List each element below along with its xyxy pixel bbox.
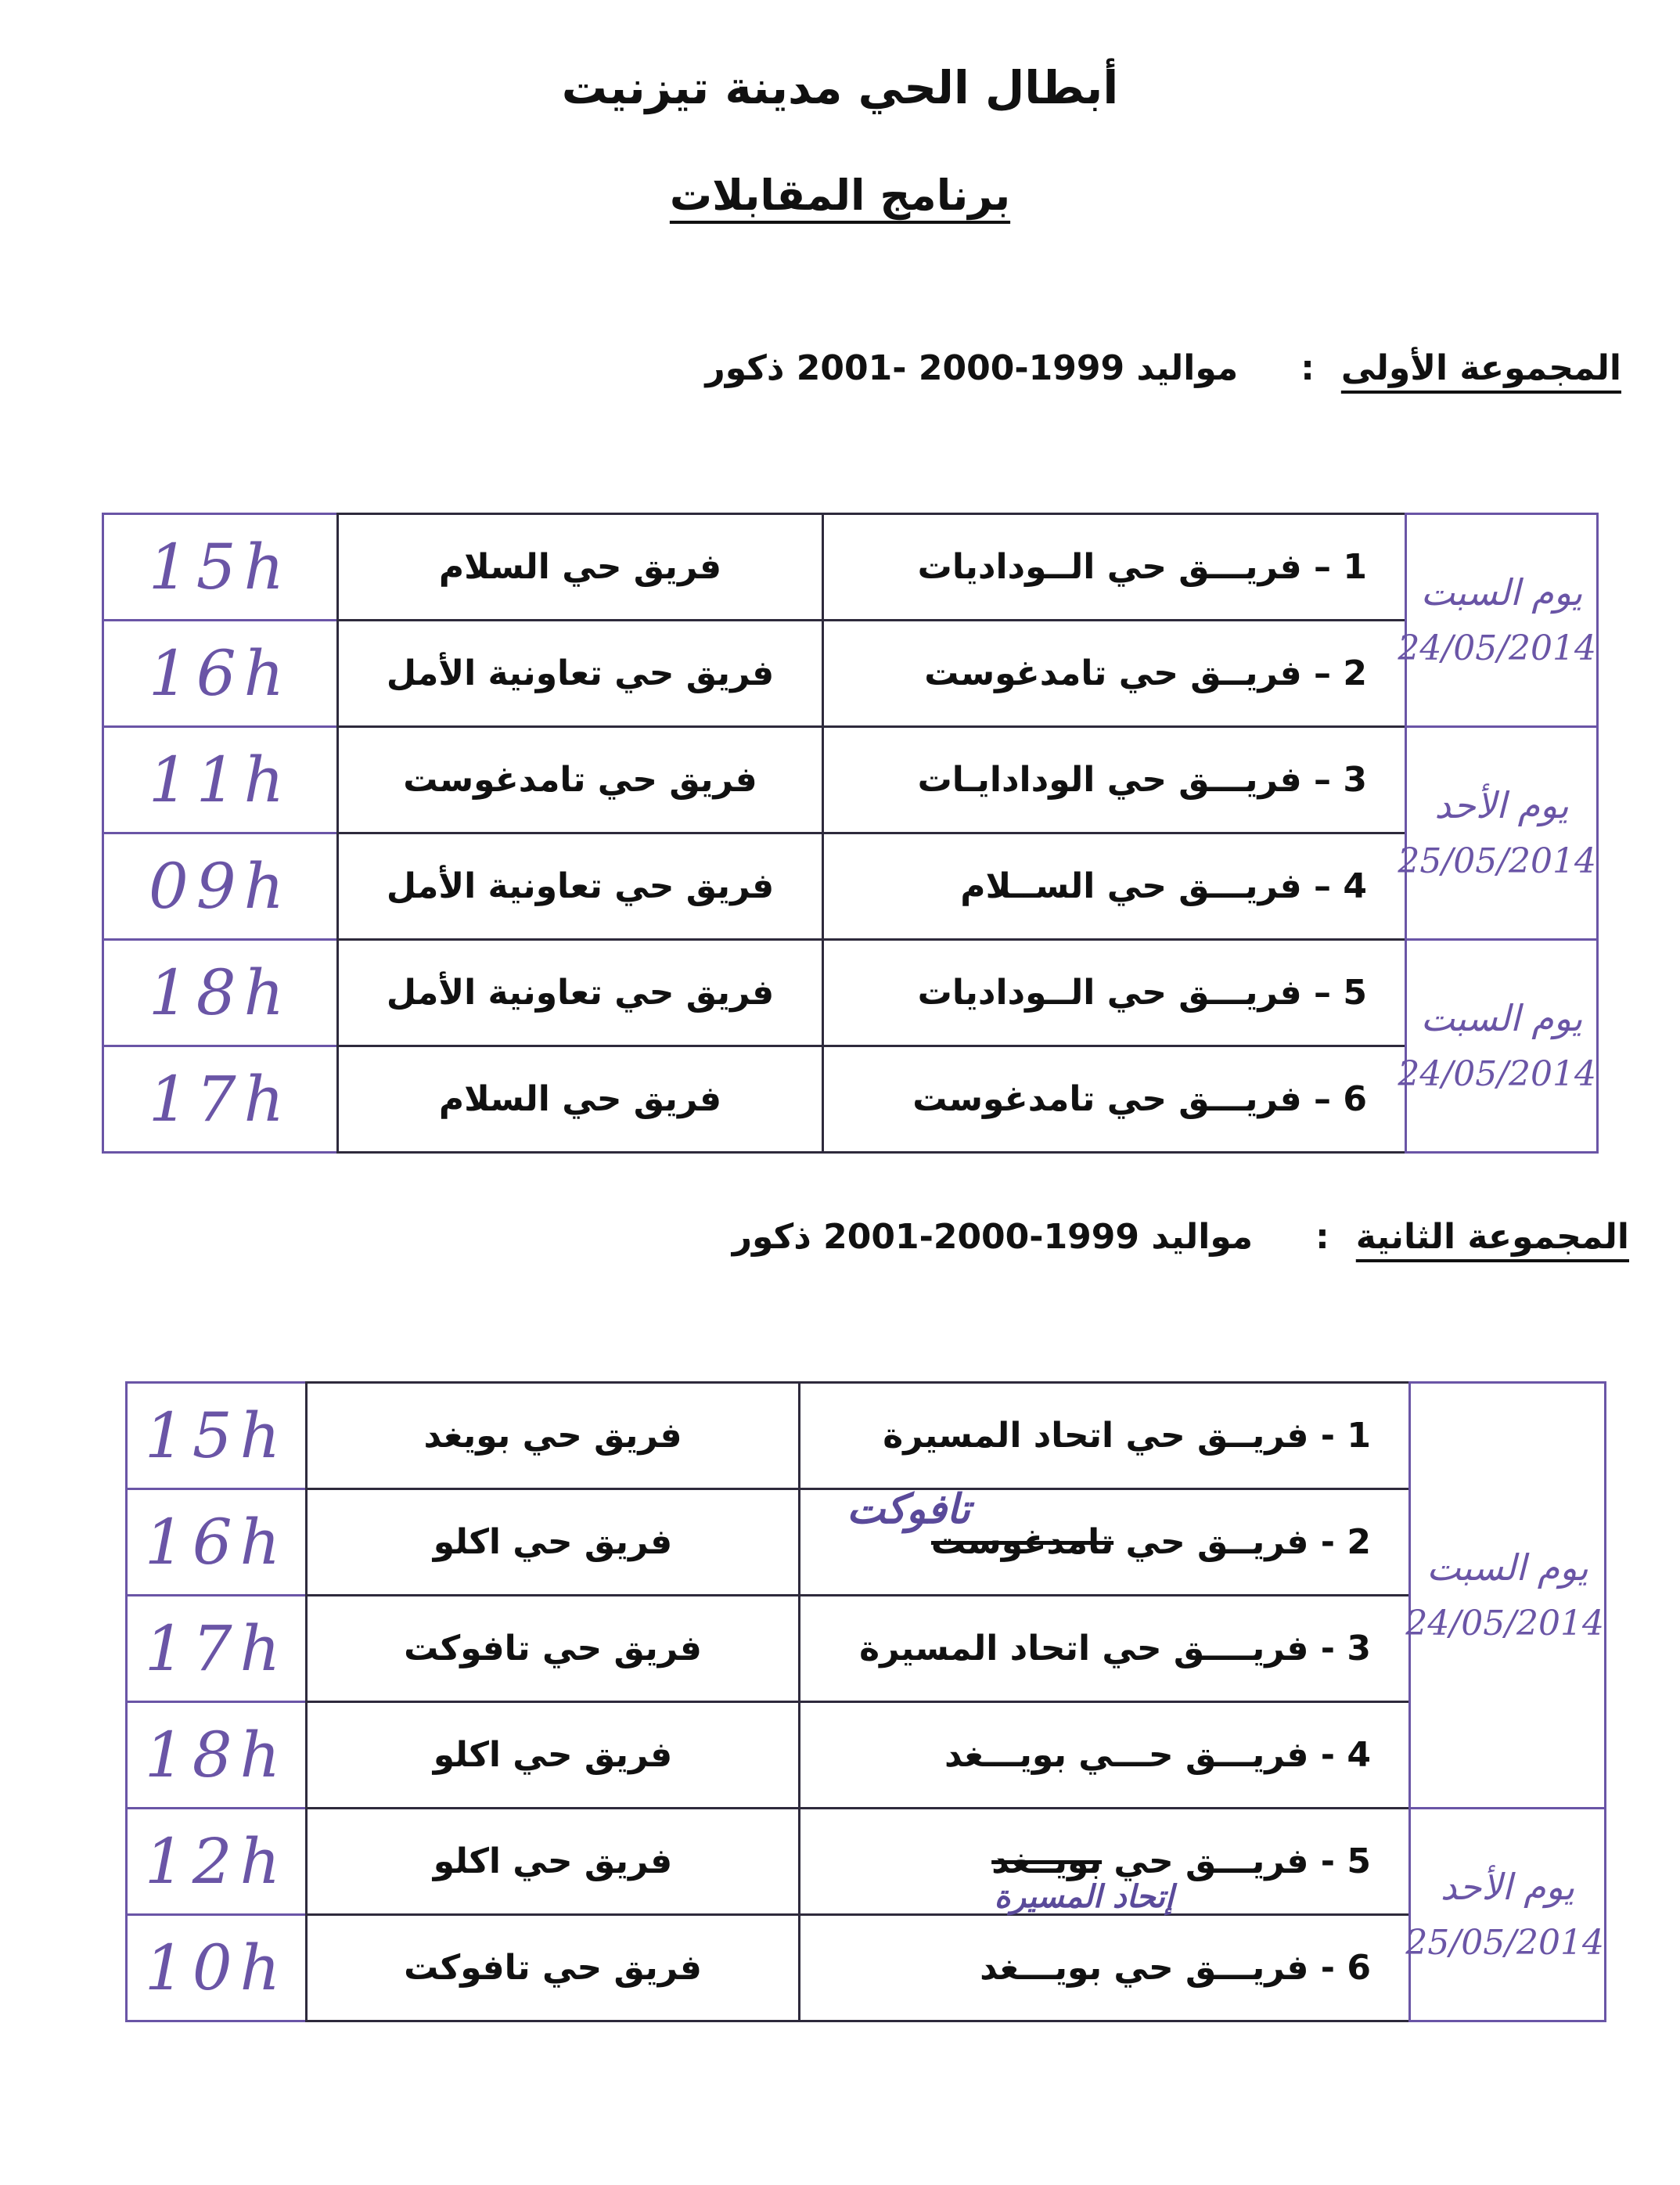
date-label: 24/05/2014 <box>1398 1053 1596 1094</box>
day-cell <box>1398 514 1598 727</box>
away-team: فريق حي تعاونية الأمل <box>338 621 823 727</box>
group1-colon: : <box>1300 348 1315 388</box>
home-team-prefix: فريـــق حي <box>1113 1841 1309 1881</box>
group1-name: المجموعة الأولى <box>1340 348 1621 388</box>
home-team: 3 – فريـــق حي الودادايـات <box>823 727 1406 833</box>
page-title: أبطال الحي مدينة تيزنيت <box>561 61 1119 114</box>
match-number: 2 - <box>1320 1522 1371 1562</box>
table-row <box>103 833 1598 940</box>
struck-team-name: تامدغوست <box>930 1522 1114 1562</box>
home-team <box>800 1702 1410 1809</box>
day-cell <box>1405 1383 1606 1809</box>
match-time: 17h <box>127 1596 307 1702</box>
away-team: فريق حي تافوكت <box>307 1596 800 1702</box>
away-team: فريق حي تعاونية الأمل <box>338 833 823 940</box>
date-label: 24/05/2014 <box>1398 628 1596 668</box>
home-team <box>800 1915 1410 2021</box>
group2-heading <box>732 1217 1629 1257</box>
away-team: فريق حي تافوكت <box>307 1915 800 2021</box>
group2-name: المجموعة الثانية <box>1355 1217 1629 1257</box>
handwritten-correction: إتحاد المسيرة <box>994 1878 1174 1915</box>
page-subtitle <box>0 171 1680 220</box>
table-row <box>127 1809 1606 1915</box>
match-number: 1 - <box>1320 1416 1371 1456</box>
day-cell <box>1398 727 1598 940</box>
home-team <box>800 1485 1410 1596</box>
away-team: فريق حي تعاونية الأمل <box>338 940 823 1046</box>
day-label: يوم السبت <box>1420 997 1583 1040</box>
table-row <box>127 1915 1606 2021</box>
home-team <box>800 1383 1410 1489</box>
home-team <box>800 1596 1410 1702</box>
day-label: يوم الأحد <box>1440 1866 1575 1909</box>
day-label: يوم السبت <box>1420 571 1583 614</box>
group2-category: مواليد 1999-2000-2001 ذكور <box>732 1217 1254 1257</box>
table-row <box>127 1702 1606 1809</box>
match-number: 6 - <box>1320 1948 1371 1988</box>
away-team: فريق حي اكلو <box>307 1702 800 1809</box>
home-team-name: فريـــق حـــي بويـــغد <box>944 1735 1309 1775</box>
away-team: فريق حي تامدغوست <box>338 727 823 833</box>
table-row <box>127 1489 1606 1596</box>
match-time: 18h <box>127 1702 307 1809</box>
away-team: فريق حي اكلو <box>307 1489 800 1596</box>
home-team-name: فريــــق حي اتحاد المسيرة <box>859 1629 1309 1668</box>
group1-schedule-table <box>102 513 1599 1154</box>
table-row <box>127 1596 1606 1702</box>
home-team: 4 – فريـــق حي الســلام <box>823 833 1406 940</box>
match-time: 09h <box>103 833 338 940</box>
match-time: 16h <box>103 621 338 727</box>
date-label: 25/05/2014 <box>1405 1922 1604 1963</box>
home-team: 1 – فريـــق حي الــوداديات <box>823 514 1406 621</box>
match-time: 10h <box>127 1915 307 2021</box>
home-team: 6 – فريـــق حي تامدغوست <box>823 1046 1406 1153</box>
group1-category: مواليد 1999-2000 -2001 ذكور <box>705 348 1239 388</box>
table-row <box>103 940 1598 1046</box>
table-row <box>103 514 1598 621</box>
struck-team-name: بويــغد <box>991 1841 1103 1881</box>
group2-colon: : <box>1315 1217 1329 1257</box>
day-label: يوم الأحد <box>1434 784 1569 827</box>
table-row <box>103 727 1598 833</box>
home-team <box>800 1809 1410 1915</box>
away-team: فريق حي بويغد <box>307 1383 800 1489</box>
home-team-name: فريـــق حي بويـــغد <box>980 1948 1309 1988</box>
match-time: 11h <box>103 727 338 833</box>
match-time: 15h <box>127 1383 307 1489</box>
group1-heading <box>705 348 1621 388</box>
day-label: يوم السبت <box>1426 1546 1588 1589</box>
home-team: 5 – فريـــق حي الــوداديات <box>823 940 1406 1046</box>
match-time: 12h <box>127 1809 307 1915</box>
away-team: فريق حي اكلو <box>307 1809 800 1915</box>
match-time: 18h <box>103 940 338 1046</box>
match-time: 17h <box>103 1046 338 1153</box>
date-label: 25/05/2014 <box>1398 841 1596 881</box>
match-time: 15h <box>103 514 338 621</box>
home-team-prefix: فريــق حي <box>1125 1522 1309 1562</box>
table-row <box>127 1383 1606 1489</box>
handwritten-correction: تافوكت <box>847 1485 970 1533</box>
table-row <box>103 1046 1598 1153</box>
match-time: 16h <box>127 1489 307 1596</box>
subtitle-text: برنامج المقابلات <box>669 171 1011 220</box>
date-label: 24/05/2014 <box>1405 1603 1604 1643</box>
match-number: 5 - <box>1320 1841 1371 1881</box>
away-team: فريق حي السلام <box>338 514 823 621</box>
match-number: 3 - <box>1320 1629 1371 1668</box>
day-cell <box>1405 1809 1606 2021</box>
home-team: 2 – فريــق حي تامدغوست <box>823 621 1406 727</box>
group2-schedule-table <box>125 1381 1606 2022</box>
day-cell <box>1398 940 1598 1153</box>
home-team-name: فريــق حي اتحاد المسيرة <box>883 1416 1309 1456</box>
match-number: 4 - <box>1320 1735 1371 1775</box>
away-team: فريق حي السلام <box>338 1046 823 1153</box>
table-row <box>103 621 1598 727</box>
